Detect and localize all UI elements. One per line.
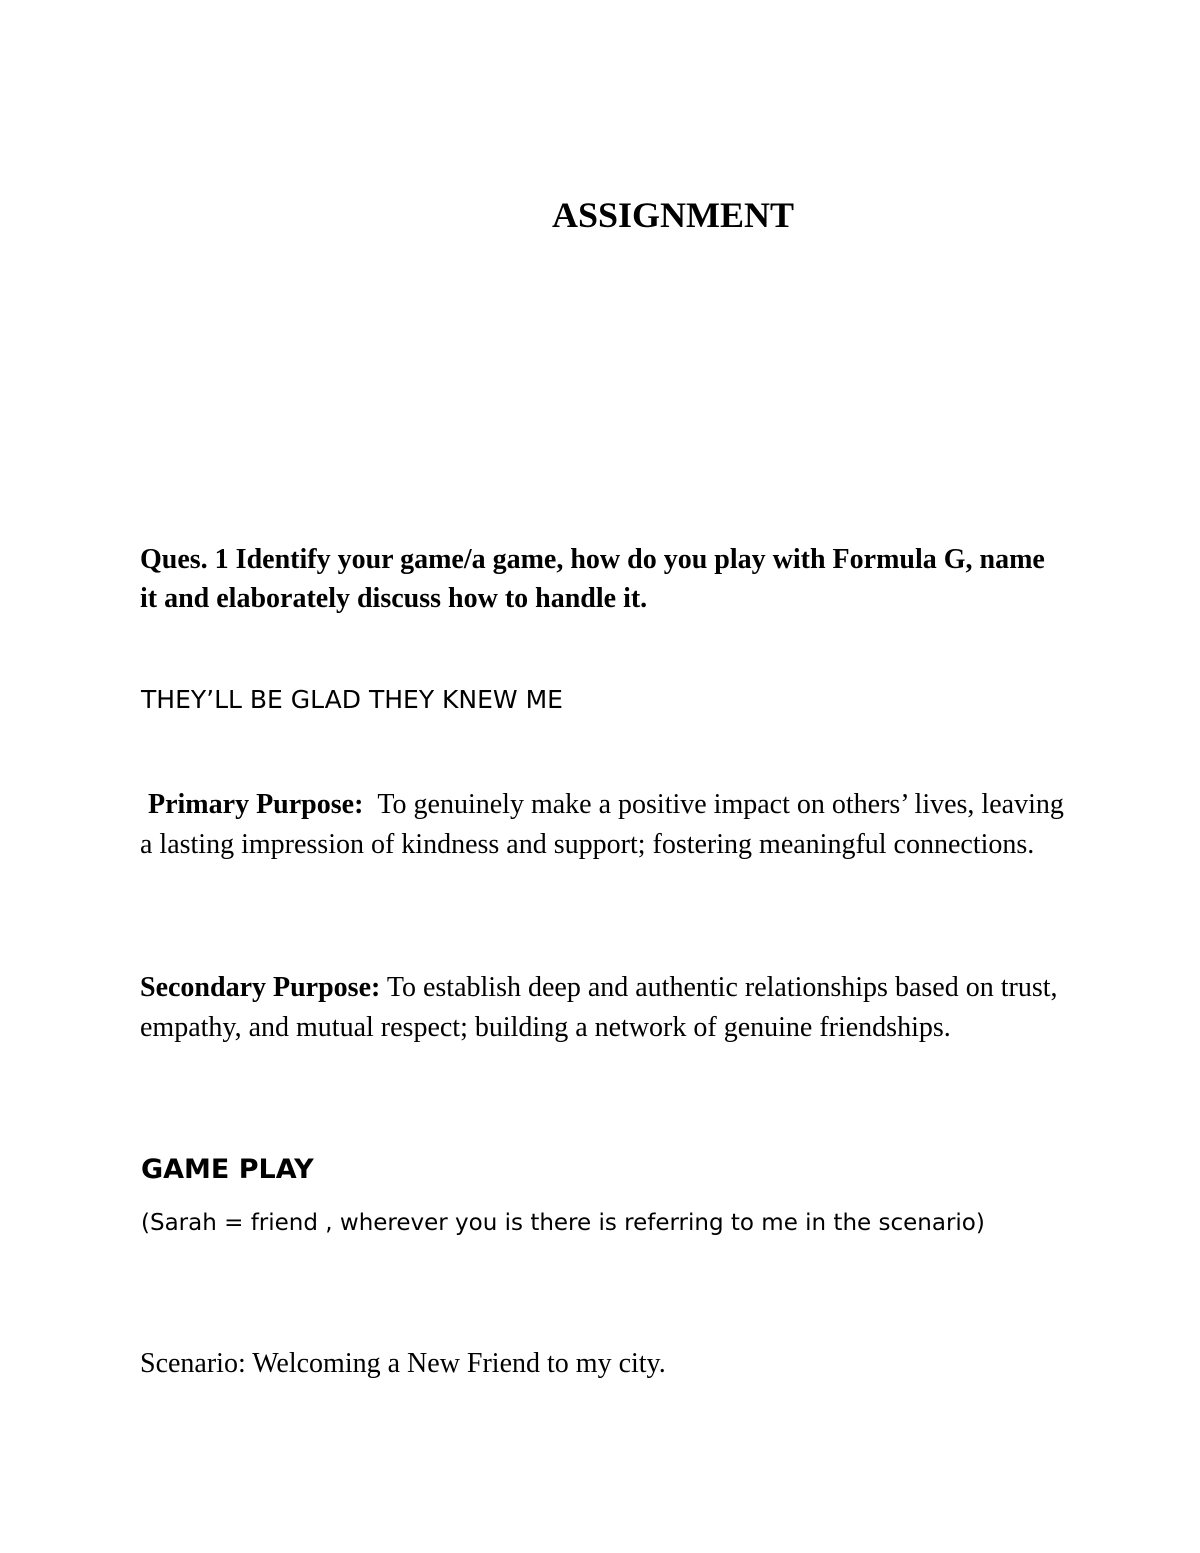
primary-purpose-label: Primary Purpose:: [148, 789, 364, 820]
question-text: Ques. 1 Identify your game/a game, how do you play with Formula G, name it and elaborately discuss how to handle it.: [140, 544, 1045, 614]
secondary-purpose-paragraph: [140, 968, 1070, 1048]
primary-purpose-text: To genuinely make a positive impact on others’ lives, leaving a lasting impression of kindness and support; fostering meaningful connections.: [140, 789, 1064, 860]
game-play-heading: GAME PLAY: [141, 1154, 314, 1185]
game-name: THEY’LL BE GLAD THEY KNEW ME: [141, 685, 563, 714]
scenario-line: Scenario: Welcoming a New Friend to my city.: [140, 1348, 666, 1379]
secondary-purpose-label: Secondary Purpose:: [140, 972, 381, 1003]
secondary-purpose-text: To establish deep and authentic relationships based on trust, empathy, and mutual respect; building a network of genuine friendships.: [140, 972, 1058, 1043]
game-play-note: (Sarah = friend , wherever you is there is referring to me in the scenario): [141, 1210, 985, 1236]
document-title: ASSIGNMENT: [552, 195, 795, 235]
primary-purpose-paragraph: [140, 785, 1070, 865]
